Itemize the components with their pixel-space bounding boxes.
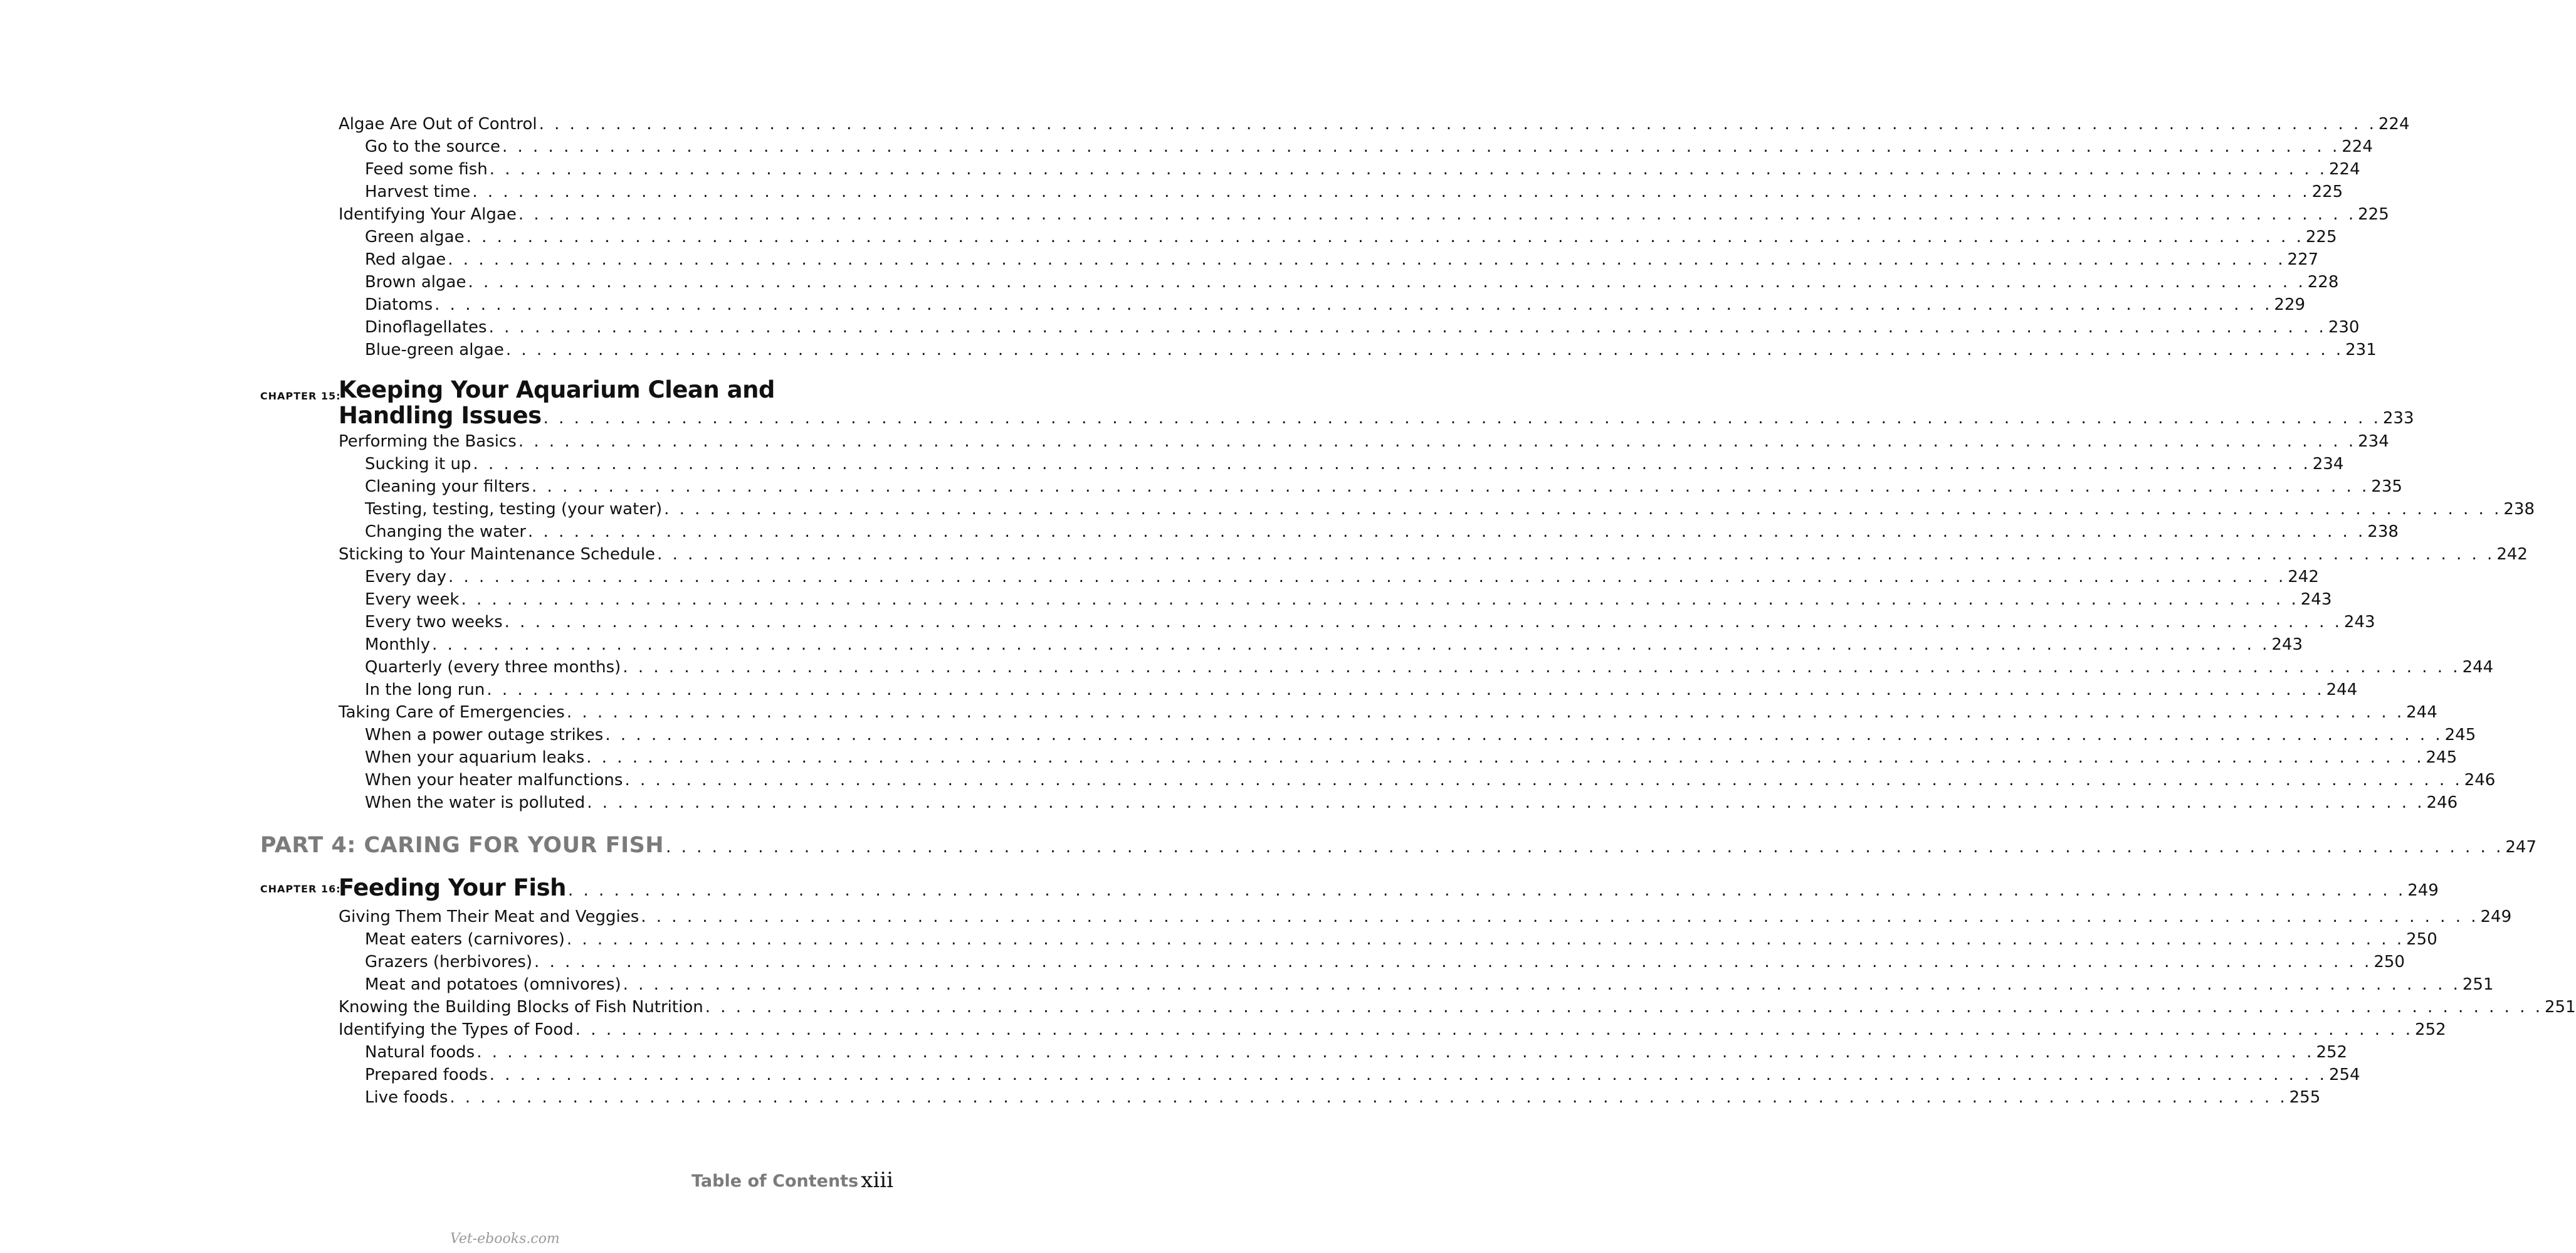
entry-title: Live foods [365,1088,448,1107]
entry-title: Monthly [365,635,431,654]
entry-page-number: 243 [2343,613,2375,632]
entry-page-number: 225 [2311,182,2343,201]
entry-page-number: 224 [2329,160,2360,179]
entry-page-number: 249 [2480,907,2512,926]
dot-leader: . . . . . . . . . . . . . . . . . . . . . . . . . . . . . . . . . . . . . . . . . . . . . . . . . . . . . . . . . . . . . . . . . . . . . . . . . . . . . . . . . . . . . . . . . . . . . . . . . . . . . . . . . . . . . . . . . . . . . . . . [587,793,2425,812]
dot-leader: . . . . . . . . . . . . . . . . . . . . . . . . . . . . . . . . . . . . . . . . . . . . . . . . . . . . . . . . . . . . . . . . . . . . . . . . . . . . . . . . . . . . . . . . . . . . . . . . . . . . . . . . . . . . . . . . . . . . . . . . [666,838,2504,857]
toc-subsection-entry[interactable] [365,181,2343,203]
toc-subsection-entry[interactable] [365,566,2319,588]
toc-section-entry[interactable] [339,701,2437,724]
entry-page-number: 224 [2342,137,2373,156]
entry-page-number: 231 [2345,341,2377,359]
entry-title: When your heater malfunctions [365,771,623,790]
entry-page-number: 254 [2328,1065,2360,1084]
dot-leader: . . . . . . . . . . . . . . . . . . . . . . . . . . . . . . . . . . . . . . . . . . . . . . . . . . . . . . . . . . . . . . . . . . . . . . . . . . . . . . . . . . . . . . . . . . . . . . . . . . . . . . . . . . . . . . . . . . . . . . . . [532,477,2370,496]
chapter-label: CHAPTER 15: [260,390,341,402]
toc-subsection-entry[interactable] [365,746,2458,769]
entry-title: Brown algae [365,273,466,292]
entry-page-number: 243 [2300,590,2332,609]
entry-title: Sucking it up [365,455,471,473]
entry-title: Knowing the Building Blocks of Fish Nutrition [339,998,703,1017]
dot-leader: . . . . . . . . . . . . . . . . . . . . . . . . . . . . . . . . . . . . . . . . . . . . . . . . . . . . . . . . . . . . . . . . . . . . . . . . . . . . . . . . . . . . . . . . . . . . . . . . . . . . . . . . . . . . . . . . . . . . . . . . [543,409,2381,428]
toc-section-entry[interactable] [339,543,2528,566]
entry-title: Grazers (herbivores) [365,953,533,971]
entry-page-number: 229 [2274,295,2306,314]
entry-page-number: 247 [2505,838,2537,857]
dot-leader: . . . . . . . . . . . . . . . . . . . . . . . . . . . . . . . . . . . . . . . . . . . . . . . . . . . . . . . . . . . . . . . . . . . . . . . . . . . . . . . . . . . . . . . . . . . . . . . . . . . . . . . . . . . . . . . . . . . . . . . . [518,432,2357,451]
chapter-label: CHAPTER 16: [260,883,341,895]
entry-title: Testing, testing, testing (your water) [365,500,663,519]
entry-title: Go to the source [365,137,500,156]
dot-leader: . . . . . . . . . . . . . . . . . . . . . . . . . . . . . . . . . . . . . . . . . . . . . . . . . . . . . . . . . . . . . . . . . . . . . . . . . . . . . . . . . . . . . . . . . . . . . . . . . . . . . . . . . . . . . . . . . . . . . . . . [502,137,2340,156]
dot-leader: . . . . . . . . . . . . . . . . . . . . . . . . . . . . . . . . . . . . . . . . . . . . . . . . . . . . . . . . . . . . . . . . . . . . . . . . . . . . . . . . . . . . . . . . . . . . . . . . . . . . . . . . . . . . . . . . . . . . . . . . [461,590,2299,609]
entry-title: Changing the water [365,522,527,541]
toc-subsection-entry[interactable] [365,226,2337,248]
dot-leader: . . . . . . . . . . . . . . . . . . . . . . . . . . . . . . . . . . . . . . . . . . . . . . . . . . . . . . . . . . . . . . . . . . . . . . . . . . . . . . . . . . . . . . . . . . . . . . . . . . . . . . . . . . . . . . . . . . . . . . . . [624,771,2463,790]
entry-page-number: 224 [2378,115,2410,134]
entry-page-number: 225 [2305,228,2337,246]
dot-leader: . . . . . . . . . . . . . . . . . . . . . . . . . . . . . . . . . . . . . . . . . . . . . . . . . . . . . . . . . . . . . . . . . . . . . . . . . . . . . . . . . . . . . . . . . . . . . . . . . . . . . . . . . . . . . . . . . . . . . . . . [567,881,2406,900]
toc-subsection-entry[interactable] [365,656,2494,679]
toc-subsection-entry[interactable] [365,248,2319,271]
toc-subsection-entry[interactable] [365,724,2476,746]
entry-page-number: 255 [2289,1088,2321,1107]
entry-page-number: 228 [2307,273,2339,292]
dot-leader: . . . . . . . . . . . . . . . . . . . . . . . . . . . . . . . . . . . . . . . . . . . . . . . . . . . . . . . . . . . . . . . . . . . . . . . . . . . . . . . . . . . . . . . . . . . . . . . . . . . . . . . . . . . . . . . . . . . . . . . . [432,635,2270,654]
entry-title: Prepared foods [365,1065,488,1084]
entry-title: Harvest time [365,182,471,201]
entry-page-number: 234 [2312,455,2344,473]
entry-title: Quarterly (every three months) [365,658,621,677]
toc-section-entry[interactable] [339,906,2512,928]
dot-leader: . . . . . . . . . . . . . . . . . . . . . . . . . . . . . . . . . . . . . . . . . . . . . . . . . . . . . . . . . . . . . . . . . . . . . . . . . . . . . . . . . . . . . . . . . . . . . . . . . . . . . . . . . . . . . . . . . . . . . . . . [539,115,2377,134]
entry-title: Diatoms [365,295,433,314]
entry-title: Feed some fish [365,160,488,179]
entry-title: Performing the Basics [339,432,517,451]
dot-leader: . . . . . . . . . . . . . . . . . . . . . . . . . . . . . . . . . . . . . . . . . . . . . . . . . . . . . . . . . . . . . . . . . . . . . . . . . . . . . . . . . . . . . . . . . . . . . . . . . . . . . . . . . . . . . . . . . . . . . . . . [575,1020,2414,1039]
toc-subsection-entry[interactable] [365,158,2360,181]
dot-leader: . . . . . . . . . . . . . . . . . . . . . . . . . . . . . . . . . . . . . . . . . . . . . . . . . . . . . . . . . . . . . . . . . . . . . . . . . . . . . . . . . . . . . . . . . . . . . . . . . . . . . . . . . . . . . . . . . . . . . . . . [466,228,2304,246]
entry-page-number: 227 [2287,250,2319,269]
entry-title: Red algae [365,250,446,269]
dot-leader: . . . . . . . . . . . . . . . . . . . . . . . . . . . . . . . . . . . . . . . . . . . . . . . . . . . . . . . . . . . . . . . . . . . . . . . . . . . . . . . . . . . . . . . . . . . . . . . . . . . . . . . . . . . . . . . . . . . . . . . . [473,455,2311,473]
entry-title: PART 4: CARING FOR YOUR FISH [260,833,665,858]
dot-leader: . . . . . . . . . . . . . . . . . . . . . . . . . . . . . . . . . . . . . . . . . . . . . . . . . . . . . . . . . . . . . . . . . . . . . . . . . . . . . . . . . . . . . . . . . . . . . . . . . . . . . . . . . . . . . . . . . . . . . . . . [623,975,2461,994]
toc-chapter-entry[interactable] [339,402,2414,432]
entry-title: Every two weeks [365,613,503,632]
toc-chapter-entry[interactable] [339,874,2439,904]
toc-subsection-entry[interactable] [365,271,2339,293]
entry-page-number: 252 [2415,1020,2446,1039]
entry-page-number: 243 [2271,635,2303,654]
entry-page-number: 238 [2503,500,2535,519]
entry-page-number: 242 [2496,545,2528,564]
dot-leader: . . . . . . . . . . . . . . . . . . . . . . . . . . . . . . . . . . . . . . . . . . . . . . . . . . . . . . . . . . . . . . . . . . . . . . . . . . . . . . . . . . . . . . . . . . . . . . . . . . . . . . . . . . . . . . . . . . . . . . . . [476,1043,2315,1062]
dot-leader: . . . . . . . . . . . . . . . . . . . . . . . . . . . . . . . . . . . . . . . . . . . . . . . . . . . . . . . . . . . . . . . . . . . . . . . . . . . . . . . . . . . . . . . . . . . . . . . . . . . . . . . . . . . . . . . . . . . . . . . . [518,205,2357,224]
dot-leader: . . . . . . . . . . . . . . . . . . . . . . . . . . . . . . . . . . . . . . . . . . . . . . . . . . . . . . . . . . . . . . . . . . . . . . . . . . . . . . . . . . . . . . . . . . . . . . . . . . . . . . . . . . . . . . . . . . . . . . . . [705,998,2543,1017]
entry-title: When the water is polluted [365,793,586,812]
toc-subsection-entry[interactable] [365,769,2496,791]
entry-page-number: 244 [2326,680,2358,699]
dot-leader: . . . . . . . . . . . . . . . . . . . . . . . . . . . . . . . . . . . . . . . . . . . . . . . . . . . . . . . . . . . . . . . . . . . . . . . . . . . . . . . . . . . . . . . . . . . . . . . . . . . . . . . . . . . . . . . . . . . . . . . . [664,500,2502,519]
entry-title: Natural foods [365,1043,475,1062]
toc-section-entry[interactable] [339,203,2389,226]
dot-leader: . . . . . . . . . . . . . . . . . . . . . . . . . . . . . . . . . . . . . . . . . . . . . . . . . . . . . . . . . . . . . . . . . . . . . . . . . . . . . . . . . . . . . . . . . . . . . . . . . . . . . . . . . . . . . . . . . . . . . . . . [586,748,2424,767]
dot-leader: . . . . . . . . . . . . . . . . . . . . . . . . . . . . . . . . . . . . . . . . . . . . . . . . . . . . . . . . . . . . . . . . . . . . . . . . . . . . . . . . . . . . . . . . . . . . . . . . . . . . . . . . . . . . . . . . . . . . . . . . [605,726,2443,744]
entry-title: Feeding Your Fish [339,874,566,901]
entry-title: Dinoflagellates [365,318,487,337]
entry-page-number: 250 [2406,930,2437,949]
toc-section-entry[interactable] [339,430,2389,453]
watermark-logo: Vet-ebooks.com [450,1231,560,1247]
toc-section-entry[interactable] [339,113,2410,135]
entry-title: Meat and potatoes (omnivores) [365,975,621,994]
toc-subsection-entry[interactable] [365,679,2358,701]
dot-leader: . . . . . . . . . . . . . . . . . . . . . . . . . . . . . . . . . . . . . . . . . . . . . . . . . . . . . . . . . . . . . . . . . . . . . . . . . . . . . . . . . . . . . . . . . . . . . . . . . . . . . . . . . . . . . . . . . . . . . . . . [528,522,2366,541]
dot-leader: . . . . . . . . . . . . . . . . . . . . . . . . . . . . . . . . . . . . . . . . . . . . . . . . . . . . . . . . . . . . . . . . . . . . . . . . . . . . . . . . . . . . . . . . . . . . . . . . . . . . . . . . . . . . . . . . . . . . . . . . [657,545,2495,564]
footer-section-title: Table of Contents [691,1171,859,1191]
toc-subsection-entry[interactable] [365,135,2373,158]
dot-leader: . . . . . . . . . . . . . . . . . . . . . . . . . . . . . . . . . . . . . . . . . . . . . . . . . . . . . . . . . . . . . . . . . . . . . . . . . . . . . . . . . . . . . . . . . . . . . . . . . . . . . . . . . . . . . . . . . . . . . . . . [489,1065,2327,1084]
dot-leader: . . . . . . . . . . . . . . . . . . . . . . . . . . . . . . . . . . . . . . . . . . . . . . . . . . . . . . . . . . . . . . . . . . . . . . . . . . . . . . . . . . . . . . . . . . . . . . . . . . . . . . . . . . . . . . . . . . . . . . . . [489,160,2328,179]
entry-title: Identifying Your Algae [339,205,517,224]
dot-leader: . . . . . . . . . . . . . . . . . . . . . . . . . . . . . . . . . . . . . . . . . . . . . . . . . . . . . . . . . . . . . . . . . . . . . . . . . . . . . . . . . . . . . . . . . . . . . . . . . . . . . . . . . . . . . . . . . . . . . . . . [566,703,2405,722]
entry-page-number: 245 [2426,748,2458,767]
entry-page-number: 225 [2358,205,2389,224]
toc-section-entry[interactable] [339,1018,2446,1041]
entry-title: In the long run [365,680,485,699]
dot-leader: . . . . . . . . . . . . . . . . . . . . . . . . . . . . . . . . . . . . . . . . . . . . . . . . . . . . . . . . . . . . . . . . . . . . . . . . . . . . . . . . . . . . . . . . . . . . . . . . . . . . . . . . . . . . . . . . . . . . . . . . [486,680,2325,699]
dot-leader: . . . . . . . . . . . . . . . . . . . . . . . . . . . . . . . . . . . . . . . . . . . . . . . . . . . . . . . . . . . . . . . . . . . . . . . . . . . . . . . . . . . . . . . . . . . . . . . . . . . . . . . . . . . . . . . . . . . . . . . . [566,930,2405,949]
entry-title: Every day [365,568,446,586]
entry-page-number: 230 [2328,318,2360,337]
toc-subsection-entry[interactable] [365,588,2332,611]
dot-leader: . . . . . . . . . . . . . . . . . . . . . . . . . . . . . . . . . . . . . . . . . . . . . . . . . . . . . . . . . . . . . . . . . . . . . . . . . . . . . . . . . . . . . . . . . . . . . . . . . . . . . . . . . . . . . . . . . . . . . . . . [641,907,2479,926]
toc-subsection-entry[interactable] [365,791,2458,814]
entry-title: When a power outage strikes [365,726,604,744]
entry-page-number: 251 [2544,998,2576,1017]
toc-subsection-entry[interactable] [365,475,2402,498]
toc-part-entry[interactable] [260,832,2537,861]
toc-subsection-entry[interactable] [365,453,2344,475]
entry-page-number: 242 [2288,568,2319,586]
dot-leader: . . . . . . . . . . . . . . . . . . . . . . . . . . . . . . . . . . . . . . . . . . . . . . . . . . . . . . . . . . . . . . . . . . . . . . . . . . . . . . . . . . . . . . . . . . . . . . . . . . . . . . . . . . . . . . . . . . . . . . . . [434,295,2273,314]
dot-leader: . . . . . . . . . . . . . . . . . . . . . . . . . . . . . . . . . . . . . . . . . . . . . . . . . . . . . . . . . . . . . . . . . . . . . . . . . . . . . . . . . . . . . . . . . . . . . . . . . . . . . . . . . . . . . . . . . . . . . . . . [488,318,2326,337]
toc-subsection-entry[interactable] [365,316,2360,339]
toc-subsection-entry[interactable] [365,951,2405,973]
entry-title: Meat eaters (carnivores) [365,930,565,949]
entry-page-number: 244 [2406,703,2437,722]
toc-subsection-entry[interactable] [365,498,2535,521]
dot-leader: . . . . . . . . . . . . . . . . . . . . . . . . . . . . . . . . . . . . . . . . . . . . . . . . . . . . . . . . . . . . . . . . . . . . . . . . . . . . . . . . . . . . . . . . . . . . . . . . . . . . . . . . . . . . . . . . . . . . . . . . [534,953,2372,971]
entry-title: Green algae [365,228,465,246]
footer-page-number: xiii [861,1168,893,1193]
dot-leader: . . . . . . . . . . . . . . . . . . . . . . . . . . . . . . . . . . . . . . . . . . . . . . . . . . . . . . . . . . . . . . . . . . . . . . . . . . . . . . . . . . . . . . . . . . . . . . . . . . . . . . . . . . . . . . . . . . . . . . . . [504,613,2342,632]
entry-title: Cleaning your filters [365,477,530,496]
entry-page-number: 246 [2426,793,2458,812]
entry-page-number: 252 [2316,1043,2348,1062]
dot-leader: . . . . . . . . . . . . . . . . . . . . . . . . . . . . . . . . . . . . . . . . . . . . . . . . . . . . . . . . . . . . . . . . . . . . . . . . . . . . . . . . . . . . . . . . . . . . . . . . . . . . . . . . . . . . . . . . . . . . . . . . [472,182,2310,201]
entry-page-number: 251 [2462,975,2494,994]
toc-subsection-entry[interactable] [365,521,2399,543]
entry-title: When your aquarium leaks [365,748,585,767]
dot-leader: . . . . . . . . . . . . . . . . . . . . . . . . . . . . . . . . . . . . . . . . . . . . . . . . . . . . . . . . . . . . . . . . . . . . . . . . . . . . . . . . . . . . . . . . . . . . . . . . . . . . . . . . . . . . . . . . . . . . . . . . [449,1088,2288,1107]
entry-title: Identifying the Types of Food [339,1020,574,1039]
entry-page-number: 246 [2464,771,2496,790]
entry-page-number: 245 [2444,726,2476,744]
entry-page-number: 249 [2407,881,2439,900]
entry-page-number: 234 [2358,432,2389,451]
entry-page-number: 244 [2462,658,2494,677]
toc-subsection-entry[interactable] [365,1086,2321,1109]
chapter-title-line: Keeping Your Aquarium Clean and [339,376,775,403]
dot-leader: . . . . . . . . . . . . . . . . . . . . . . . . . . . . . . . . . . . . . . . . . . . . . . . . . . . . . . . . . . . . . . . . . . . . . . . . . . . . . . . . . . . . . . . . . . . . . . . . . . . . . . . . . . . . . . . . . . . . . . . . [505,341,2344,359]
toc-subsection-entry[interactable] [365,633,2303,656]
entry-title: Taking Care of Emergencies [339,703,565,722]
entry-page-number: 250 [2374,953,2405,971]
dot-leader: . . . . . . . . . . . . . . . . . . . . . . . . . . . . . . . . . . . . . . . . . . . . . . . . . . . . . . . . . . . . . . . . . . . . . . . . . . . . . . . . . . . . . . . . . . . . . . . . . . . . . . . . . . . . . . . . . . . . . . . . [448,250,2286,269]
entry-page-number: 235 [2371,477,2402,496]
entry-title: Algae Are Out of Control [339,115,537,134]
toc-subsection-entry[interactable] [365,339,2377,361]
toc-subsection-entry[interactable] [365,293,2306,316]
dot-leader: . . . . . . . . . . . . . . . . . . . . . . . . . . . . . . . . . . . . . . . . . . . . . . . . . . . . . . . . . . . . . . . . . . . . . . . . . . . . . . . . . . . . . . . . . . . . . . . . . . . . . . . . . . . . . . . . . . . . . . . . [623,658,2461,677]
dot-leader: . . . . . . . . . . . . . . . . . . . . . . . . . . . . . . . . . . . . . . . . . . . . . . . . . . . . . . . . . . . . . . . . . . . . . . . . . . . . . . . . . . . . . . . . . . . . . . . . . . . . . . . . . . . . . . . . . . . . . . . . [448,568,2286,586]
toc-subsection-entry[interactable] [365,1041,2348,1064]
entry-title: Handling Issues [339,402,542,429]
dot-leader: . . . . . . . . . . . . . . . . . . . . . . . . . . . . . . . . . . . . . . . . . . . . . . . . . . . . . . . . . . . . . . . . . . . . . . . . . . . . . . . . . . . . . . . . . . . . . . . . . . . . . . . . . . . . . . . . . . . . . . . . [468,273,2306,292]
entry-page-number: 233 [2382,409,2414,428]
entry-page-number: 238 [2367,522,2399,541]
toc-subsection-entry[interactable] [365,611,2375,633]
entry-title: Sticking to Your Maintenance Schedule [339,545,656,564]
entry-title: Blue-green algae [365,341,504,359]
toc-subsection-entry[interactable] [365,973,2494,996]
entry-title: Every week [365,590,460,609]
toc-subsection-entry[interactable] [365,928,2437,951]
entry-title: Giving Them Their Meat and Veggies [339,907,639,926]
toc-section-entry[interactable] [339,996,2576,1018]
toc-subsection-entry[interactable] [365,1064,2360,1086]
